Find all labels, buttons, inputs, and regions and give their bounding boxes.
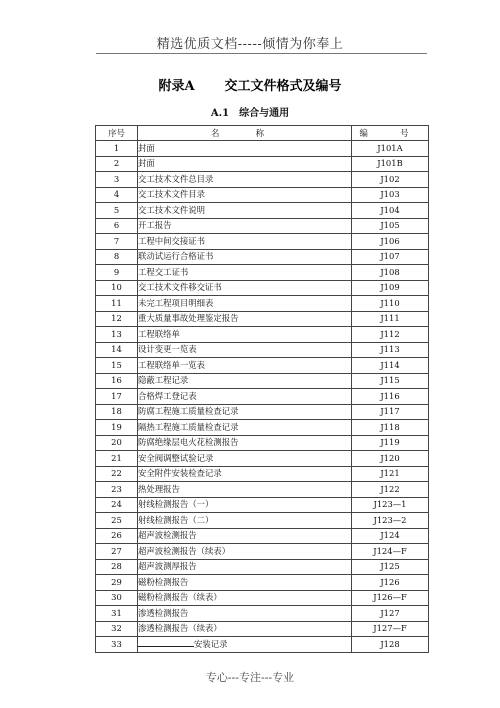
table-row — [96, 172, 429, 188]
row-number: 19 — [96, 420, 138, 436]
table-row — [96, 590, 429, 606]
row-document-code: J101A — [352, 141, 429, 157]
row-document-name: 防腐绝缘层电火花检测报告 — [138, 435, 352, 451]
row-document-name: 工程联络单 — [138, 327, 352, 343]
row-number: 21 — [96, 451, 138, 467]
table-row — [96, 528, 429, 544]
row-document-code: J115 — [352, 373, 429, 389]
row-document-name-text: 安装记录 — [194, 639, 228, 650]
row-document-code: J121 — [352, 466, 429, 482]
row-number: 11 — [96, 296, 138, 312]
row-document-name: 工程交工证书 — [138, 265, 352, 281]
row-number: 3 — [96, 172, 138, 188]
row-document-code: J111 — [352, 311, 429, 327]
row-document-name: 隔热工程施工质量检查记录 — [138, 420, 352, 436]
column-header-code: 编 号 — [352, 126, 429, 141]
row-document-name: 射线检测报告（一） — [138, 497, 352, 513]
row-document-name: 射线检测报告（二） — [138, 513, 352, 529]
row-document-code: J117 — [352, 404, 429, 420]
row-document-name: 封面 — [138, 141, 352, 157]
row-number: 30 — [96, 590, 138, 606]
row-document-name: 安全附件安装检查记录 — [138, 466, 352, 482]
row-document-name: 安全阀调整试验记录 — [138, 451, 352, 467]
table-row — [96, 265, 429, 281]
row-document-code: J124—F — [352, 544, 429, 560]
row-number: 27 — [96, 544, 138, 560]
row-document-code: J103 — [352, 187, 429, 203]
table-row — [96, 404, 429, 420]
row-number: 9 — [96, 265, 138, 281]
row-document-code: J104 — [352, 203, 429, 219]
row-document-code: J120 — [352, 451, 429, 467]
row-document-code: J122 — [352, 482, 429, 498]
row-document-code: J101B — [352, 156, 429, 172]
row-document-code: J118 — [352, 420, 429, 436]
row-document-name: 磁粉检测报告（续表） — [138, 590, 352, 606]
document-index-table — [95, 125, 429, 653]
row-document-code: J127—F — [352, 621, 429, 637]
table-row — [96, 389, 429, 405]
row-number: 16 — [96, 373, 138, 389]
row-document-name: 渗透检测报告（续表） — [138, 621, 352, 637]
row-number: 4 — [96, 187, 138, 203]
row-document-name: 重大质量事故处理鉴定报告 — [138, 311, 352, 327]
table-row — [96, 296, 429, 312]
table-row — [96, 218, 429, 234]
row-number: 5 — [96, 203, 138, 219]
appendix-label: 附录A — [158, 79, 195, 94]
table-row — [96, 544, 429, 560]
row-number: 2 — [96, 156, 138, 172]
table-row — [96, 513, 429, 529]
row-number: 22 — [96, 466, 138, 482]
row-document-name: 合格焊工登记表 — [138, 389, 352, 405]
table-row — [96, 187, 429, 203]
row-number: 26 — [96, 528, 138, 544]
row-number: 31 — [96, 606, 138, 622]
row-document-name: 未完工程项目明细表 — [138, 296, 352, 312]
row-number: 8 — [96, 249, 138, 265]
row-number: 23 — [96, 482, 138, 498]
page-footer: 专心---专注---专业 — [205, 671, 295, 684]
row-document-code: J127 — [352, 606, 429, 622]
table-row — [96, 327, 429, 343]
row-document-name: 设计变更一览表 — [138, 342, 352, 358]
row-document-name: 交工技术文件总目录 — [138, 172, 352, 188]
table-row — [96, 575, 429, 591]
row-document-code: J123—2 — [352, 513, 429, 529]
row-number: 1 — [96, 141, 138, 157]
table-row — [96, 606, 429, 622]
row-document-code: J119 — [352, 435, 429, 451]
table-row — [96, 559, 429, 575]
table-row — [96, 621, 429, 637]
row-document-code: J113 — [352, 342, 429, 358]
row-document-name: 交工技术文件目录 — [138, 187, 352, 203]
table-row — [96, 451, 429, 467]
row-number: 13 — [96, 327, 138, 343]
table-row — [96, 435, 429, 451]
row-number: 20 — [96, 435, 138, 451]
row-number: 17 — [96, 389, 138, 405]
table-row — [96, 203, 429, 219]
table-row — [96, 280, 429, 296]
table-header-row — [96, 126, 429, 141]
row-document-name: 防腐工程施工质量检查记录 — [138, 404, 352, 420]
row-document-name: 工程联络单一览表 — [138, 358, 352, 374]
row-number: 28 — [96, 559, 138, 575]
table-row — [96, 342, 429, 358]
row-document-code: J124 — [352, 528, 429, 544]
row-document-code: J123—1 — [352, 497, 429, 513]
row-document-code: J105 — [352, 218, 429, 234]
row-document-name: 隐蔽工程记录 — [138, 373, 352, 389]
row-document-name: 交工技术文件移交证书 — [138, 280, 352, 296]
row-document-code: J125 — [352, 559, 429, 575]
row-number: 29 — [96, 575, 138, 591]
table-row — [96, 249, 429, 265]
row-document-name — [138, 637, 352, 653]
row-document-code: J128 — [352, 637, 429, 653]
row-number: 14 — [96, 342, 138, 358]
row-document-code: J102 — [352, 172, 429, 188]
row-number: 18 — [96, 404, 138, 420]
row-document-name: 超声波检测报告（续表） — [138, 544, 352, 560]
row-document-name: 渗透检测报告 — [138, 606, 352, 622]
row-number: 6 — [96, 218, 138, 234]
row-document-name: 工程中间交接证书 — [138, 234, 352, 250]
table-row — [96, 311, 429, 327]
table-row — [96, 420, 429, 436]
table-row — [96, 358, 429, 374]
table-row — [96, 156, 429, 172]
row-document-code: J109 — [352, 280, 429, 296]
row-number: 7 — [96, 234, 138, 250]
fill-in-blank — [138, 637, 194, 647]
row-document-code: J110 — [352, 296, 429, 312]
row-number: 33 — [96, 637, 138, 653]
table-row — [96, 497, 429, 513]
row-number: 15 — [96, 358, 138, 374]
table-body — [96, 141, 429, 653]
row-document-code: J114 — [352, 358, 429, 374]
row-document-name: 封面 — [138, 156, 352, 172]
row-document-code: J126 — [352, 575, 429, 591]
table-row — [96, 141, 429, 157]
section-title — [0, 104, 500, 119]
table-row — [96, 637, 429, 653]
row-document-code: J107 — [352, 249, 429, 265]
row-document-name: 磁粉检测报告 — [138, 575, 352, 591]
page-header: 精选优质文档-----倾情为你奉上 — [156, 37, 344, 52]
row-number: 10 — [96, 280, 138, 296]
row-document-code: J116 — [352, 389, 429, 405]
row-document-name: 超声波测厚报告 — [138, 559, 352, 575]
row-document-code: J126—F — [352, 590, 429, 606]
row-number: 12 — [96, 311, 138, 327]
row-document-name: 交工技术文件说明 — [138, 203, 352, 219]
column-header-name: 名 称 — [138, 126, 352, 141]
appendix-name: 交工文件格式及编号 — [224, 79, 342, 94]
row-document-code: J112 — [352, 327, 429, 343]
column-header-no: 序号 — [96, 126, 138, 141]
row-document-name: 热处理报告 — [138, 482, 352, 498]
row-number: 25 — [96, 513, 138, 529]
table-row — [96, 482, 429, 498]
row-document-name: 超声波检测报告 — [138, 528, 352, 544]
row-document-code: J106 — [352, 234, 429, 250]
row-document-name: 联动试运行合格证书 — [138, 249, 352, 265]
table-row — [96, 373, 429, 389]
section-name: 综合与通用 — [239, 108, 290, 119]
table-row — [96, 234, 429, 250]
header-rule — [96, 53, 427, 54]
row-document-name: 开工报告 — [138, 218, 352, 234]
appendix-title — [0, 75, 500, 94]
row-number: 24 — [96, 497, 138, 513]
section-number: A.1 — [210, 108, 230, 119]
row-document-code: J108 — [352, 265, 429, 281]
row-number: 32 — [96, 621, 138, 637]
table-row — [96, 466, 429, 482]
